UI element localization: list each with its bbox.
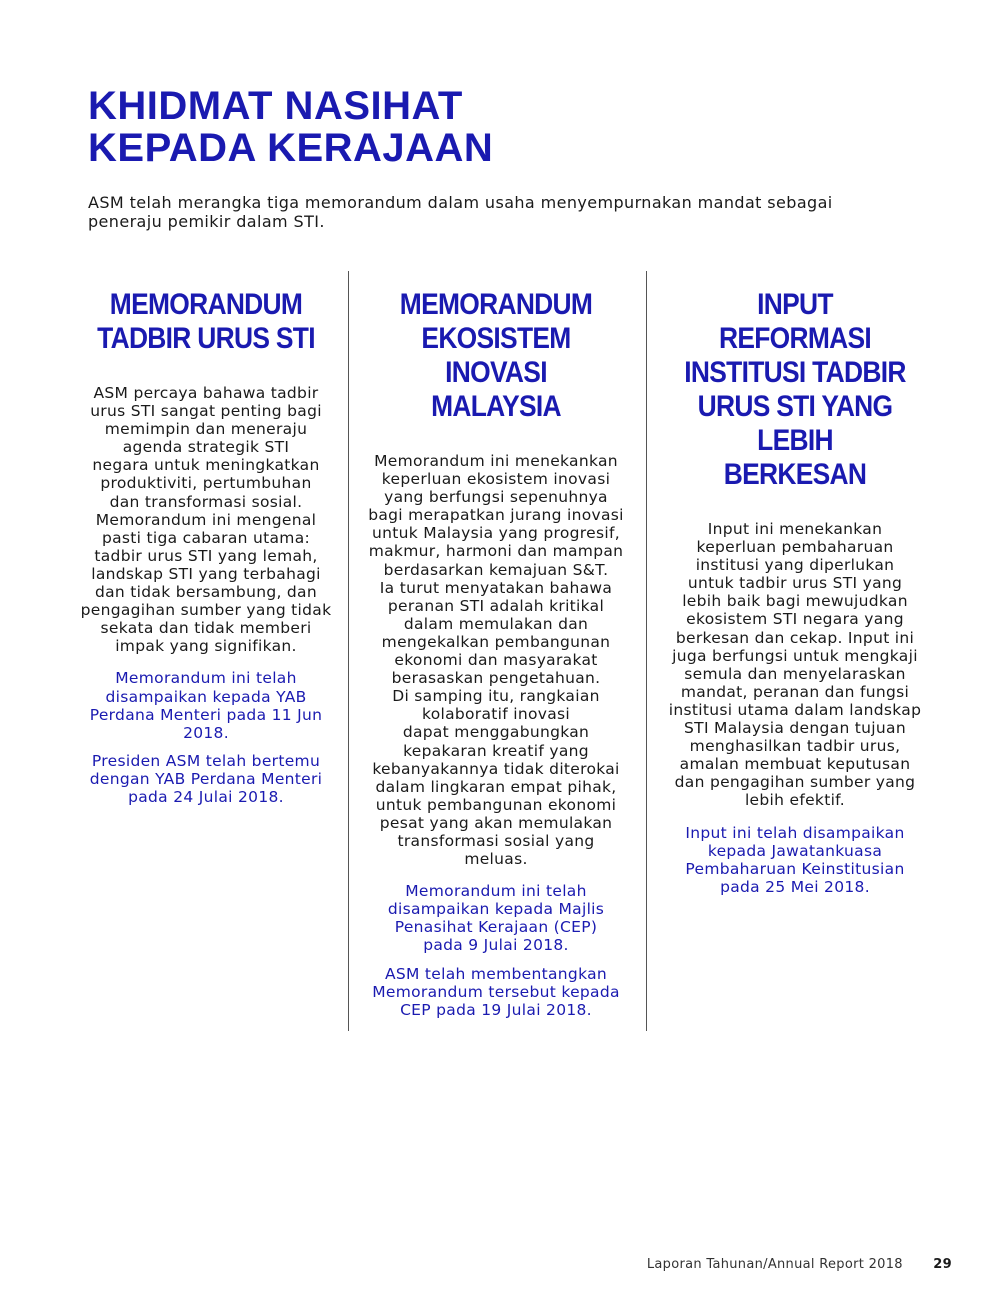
body-line: impak yang signifikan. [115, 637, 297, 656]
body-line: produktiviti, pertumbuhan [100, 474, 312, 493]
body-line: landskap STI yang terbahagi [91, 564, 321, 583]
page-number: 29 [933, 1257, 952, 1272]
submission-note [664, 824, 926, 896]
body-line: bagi merapatkan jurang inovasi [368, 506, 624, 525]
note-line: disampaikan kepada Majlis [387, 900, 605, 919]
column-title-line: INSTITUSI TADBIR [684, 356, 906, 389]
column-memorandum-tadbir-urus [75, 288, 337, 816]
body-line: mengekalkan pembangunan [381, 632, 611, 651]
column-title-line: TADBIR URUS STI [97, 322, 315, 355]
column-body [75, 384, 337, 655]
body-line: amalan membuat keputusan [679, 755, 911, 774]
column-title-line: MEMORANDUM [399, 288, 593, 321]
note-line: dengan YAB Perdana Menteri [89, 769, 323, 788]
body-line: untuk Malaysia yang progresif, [372, 524, 620, 543]
body-line: Memorandum ini menekankan [374, 452, 618, 470]
note-line: Penasihat Kerajaan (CEP) [394, 918, 598, 937]
body-line: keperluan ekosistem inovasi [381, 470, 611, 489]
body-line: dalam memulakan dan [403, 614, 589, 633]
page-title-line: KEPADA KERAJAAN [88, 126, 494, 170]
body-line: transformasi sosial yang [397, 831, 595, 850]
column-body [664, 520, 926, 810]
column-title [381, 288, 612, 424]
body-line: Di samping itu, rangkaian [392, 687, 600, 706]
body-line: juga berfungsi untuk mengkaji [672, 646, 918, 665]
column-notes [365, 882, 627, 1019]
body-line: kebanyakannya tidak diterokai [372, 759, 620, 778]
body-line: makmur, harmoni dan mampan [368, 542, 624, 561]
body-line: tadbir urus STI yang lemah, [94, 546, 318, 565]
body-line: dan tidak bersambung, dan [95, 583, 317, 602]
body-line: Memorandum ini mengenal [95, 510, 317, 529]
body-line: dalam lingkaran empat pihak, [375, 777, 617, 796]
column-input-reformasi [664, 288, 926, 906]
note-line: ASM telah membentangkan [384, 964, 607, 983]
body-line: Ia turut menyatakan bahawa [379, 578, 613, 597]
body-line: lebih efektif. [744, 791, 846, 810]
body-line: STI Malaysia dengan tujuan [684, 719, 906, 738]
column-title-line: URUS STI YANG LEBIH [697, 390, 893, 457]
note-line: kepada Jawatankuasa [707, 841, 883, 860]
page-title-line: KHIDMAT NASIHAT [88, 84, 463, 128]
body-line: negara untuk meningkatkan [92, 456, 320, 475]
body-line: urus STI sangat penting bagi [90, 402, 322, 421]
body-line: yang berfungsi sepenuhnya [384, 488, 608, 507]
intro-paragraph: ASM telah merangka tiga memorandum dalam usaha menyempurnakan mandat sebagai peneraju pemikir dalam STI. [88, 193, 833, 231]
body-line: keperluan pembaharuan [696, 538, 894, 557]
body-line: sekata dan tidak memberi [100, 619, 312, 638]
column-body [365, 452, 627, 868]
body-line: dan pengagihan sumber yang [674, 773, 916, 792]
body-line: ekonomi dan masyarakat [394, 651, 598, 670]
body-line: berdasarkan kemajuan S&T. [383, 560, 609, 579]
column-title-line: MEMORANDUM [109, 288, 303, 321]
submission-note [75, 752, 337, 806]
body-line: berasaskan pengetahuan. [391, 669, 601, 688]
report-name: Laporan Tahunan/Annual Report 2018 [646, 1257, 903, 1272]
body-line: peranan STI adalah kritikal [387, 596, 605, 615]
column-divider [646, 271, 647, 1031]
body-line: semula dan menyelaraskan [684, 664, 906, 683]
body-line: institusi yang diperlukan [695, 556, 895, 575]
submission-note [365, 882, 627, 954]
body-line: dapat menggabungkan [402, 723, 590, 742]
column-title-line: INPUT REFORMASI [718, 288, 872, 355]
page-title [88, 85, 493, 169]
note-line: Pembaharuan Keinstitusian [685, 859, 905, 878]
column-title-line: EKOSISTEM INOVASI [421, 322, 571, 389]
column-memorandum-ekosistem-inovasi [365, 288, 627, 1029]
submission-note [75, 669, 337, 741]
body-line: pengagihan sumber yang tidak [80, 601, 332, 620]
body-line: pesat yang akan memulakan [379, 813, 613, 832]
body-line: Input ini menekankan [707, 520, 883, 538]
body-line: kolaboratif inovasi [421, 705, 571, 724]
column-title [91, 288, 322, 356]
note-line: Perdana Menteri pada 11 Jun [89, 705, 323, 724]
column-title-line: MALAYSIA [431, 390, 561, 423]
column-title-line: BERKESAN [723, 458, 867, 491]
note-line: 2018. [183, 723, 229, 742]
column-notes [75, 669, 337, 806]
body-line: lebih baik bagi mewujudkan [682, 592, 908, 611]
body-line: memimpin dan meneraju [104, 420, 308, 439]
body-line: untuk pembangunan ekonomi [375, 795, 617, 814]
body-line: ekosistem STI negara yang [686, 610, 904, 629]
column-title [680, 288, 911, 492]
body-line: agenda strategik STI [122, 438, 290, 457]
note-line: pada 25 Mei 2018. [720, 877, 870, 896]
column-notes [664, 824, 926, 896]
body-line: meluas. [464, 850, 528, 869]
note-line: Memorandum ini telah [115, 669, 297, 688]
body-line: dan transformasi sosial. [109, 492, 303, 511]
note-line: Presiden ASM telah bertemu [91, 751, 321, 770]
body-line: pasti tiga cabaran utama: [101, 528, 311, 547]
body-line: kepakaran kreatif yang [403, 741, 589, 760]
note-line: disampaikan kepada YAB [105, 687, 307, 706]
body-line: berkesan dan cekap. Input ini [675, 628, 915, 647]
body-line: ASM percaya bahawa tadbir [93, 384, 319, 402]
column-divider [348, 271, 349, 1031]
submission-note [365, 965, 627, 1019]
note-line: pada 9 Julai 2018. [423, 936, 569, 955]
body-line: untuk tadbir urus STI yang [687, 574, 903, 593]
note-line: Memorandum tersebut kepada [372, 982, 620, 1001]
page-footer [647, 1257, 952, 1272]
body-line: mandat, peranan dan fungsi [680, 682, 910, 701]
note-line: pada 24 Julai 2018. [128, 787, 284, 806]
body-line: institusi utama dalam landskap [668, 700, 922, 719]
note-line: Input ini telah disampaikan [685, 823, 905, 842]
note-line: CEP pada 19 Julai 2018. [400, 1000, 592, 1019]
body-line: menghasilkan tadbir urus, [689, 737, 901, 756]
note-line: Memorandum ini telah [405, 882, 587, 901]
